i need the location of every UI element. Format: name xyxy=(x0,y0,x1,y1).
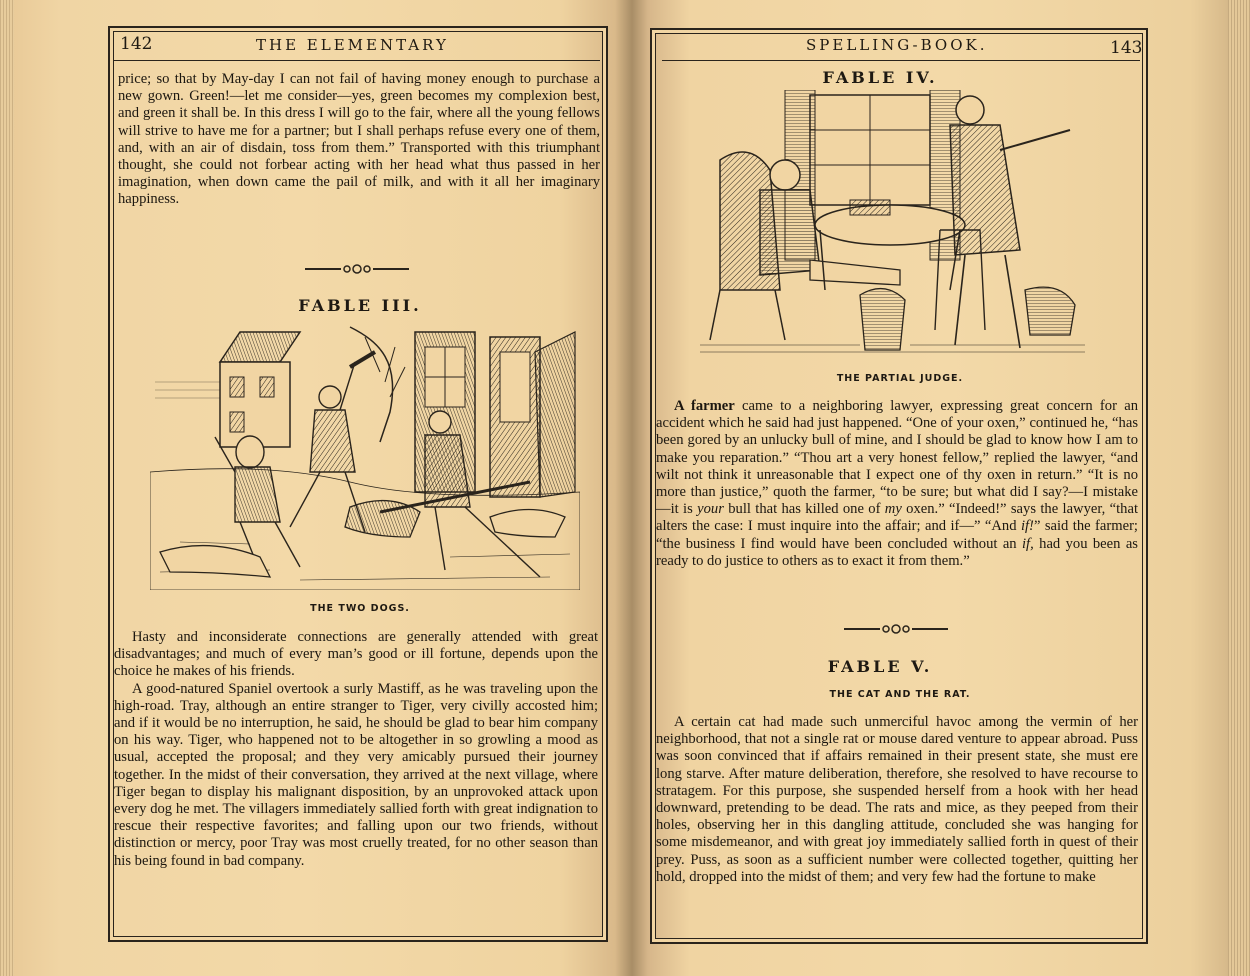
fable-iv-title: FABLE IV. xyxy=(822,68,938,87)
left-running-head: THE ELEMENTARY xyxy=(256,36,449,54)
two-dogs-engraving xyxy=(150,322,580,590)
ornament-divider-left xyxy=(305,262,409,276)
fable-v-text: A certain cat had made such unmerciful havoc among the vermin of her neighborhood, that not a single rat or mouse dared venture to appear abroad. Puss was soon convinced that if affairs remained in their present state, she must ere long starve. After mature deliberation, therefore, she resolved to have recourse to stratagem. For this purpose, she suspended herself from a hook with her head downward, pretending to be dead. The rats and mice, as they peeped from their holes, observing her in this dangling attitude, concluded she was hanging for some misdemeanor, and with great joy immediately sallied forth in quest of their prey. Puss, as soon as a sufficient number were collected together, quitting her hold, dropped into the midst of them; and very few had the fortune to make xyxy=(656,714,1138,885)
fable-iii-caption: THE TWO DOGS. xyxy=(310,603,410,614)
fable-v-caption: THE CAT AND THE RAT. xyxy=(829,689,971,700)
page-edges-right xyxy=(1228,0,1250,976)
fable-iv-lead: A farmer xyxy=(674,398,735,414)
fable-iii-text xyxy=(114,629,598,870)
fable-iv-text: A farmer came to a neighboring lawyer, expressing great concern for an accident which he said had just happened. “One of your oxen,” continued he, “has been gored by an unlucky bull of mine, and I should be glad to know how I am to make you reparation.” “Thou art a very honest fellow,” replied the lawyer, “and wilt not think it unreasonable that I expect one of thy oxen in return.” “It is no more than justice,” quoth the farmer, “to be sure; but what did I say?—I mistake—it is your bull that has killed one of my oxen.” “Indeed!” says the lawyer, “that alters the case: I must inquire into the affair; and if—” “And if!” said the farmer; “the business I find would have been concluded without an if, had you been as ready to do justice to others as to exact it from them.” xyxy=(656,398,1138,569)
page-edges-left xyxy=(0,0,14,976)
right-head-rule xyxy=(662,60,1140,61)
partial-judge-engraving xyxy=(700,90,1085,360)
ornament-divider-right xyxy=(844,622,948,636)
fable-iv-caption: THE PARTIAL JUDGE. xyxy=(836,373,964,384)
fable-iii-title: FABLE III. xyxy=(298,296,422,315)
right-page-number: 143 xyxy=(1110,38,1143,58)
fable-iii-story: A good-natured Spaniel overtook a surly Mastiff, as he was traveling upon the high-road. Tray, although an entire stranger to Tiger, very civilly accosted him; and if it would be no interruption, he said, he should be glad to bear him company on his way. Tiger, who happened not to be altogether in so growling a mood as usual, accepted the proposal; and they very amicably pursued their journey together. In the midst of their conversation, they arrived at the next village, where Tiger began to display his malignant disposition, by an unprovoked attack upon every dog he met. The villagers immediately sallied forth with great indignation to rescue their respective favorites; and falling upon our two friends, without distinction or mercy, poor Tray was most cruelly treated, for no other season than his being found in bad company. xyxy=(114,680,598,869)
fable-iii-moral: Hasty and inconsiderate connections are generally attended with great disadvantages; and much of every man’s good or ill fortune, depends upon the choice he makes of his friends. xyxy=(114,629,598,680)
left-head-rule xyxy=(114,60,600,61)
right-running-head: SPELLING-BOOK. xyxy=(806,36,988,54)
left-page-number: 142 xyxy=(120,34,153,54)
fable-v-title: FABLE V. xyxy=(827,657,933,676)
left-continuation-text: price; so that by May-day I can not fail of having money enough to purchase a new gown. Green!—let me consider—yes, green becomes my complexion best, and green it shall be. In this dress I will go to the fair, where all the young fellows will strive to have me for a partner; but I shall perhaps refuse every one of them, and, with an air of disdain, toss from them.” Transported with this triumphant thought, she could not forbear acting with her head what thus passed in her imagination, when down came the pail of milk, and with it all her imaginary happiness. xyxy=(118,71,600,208)
